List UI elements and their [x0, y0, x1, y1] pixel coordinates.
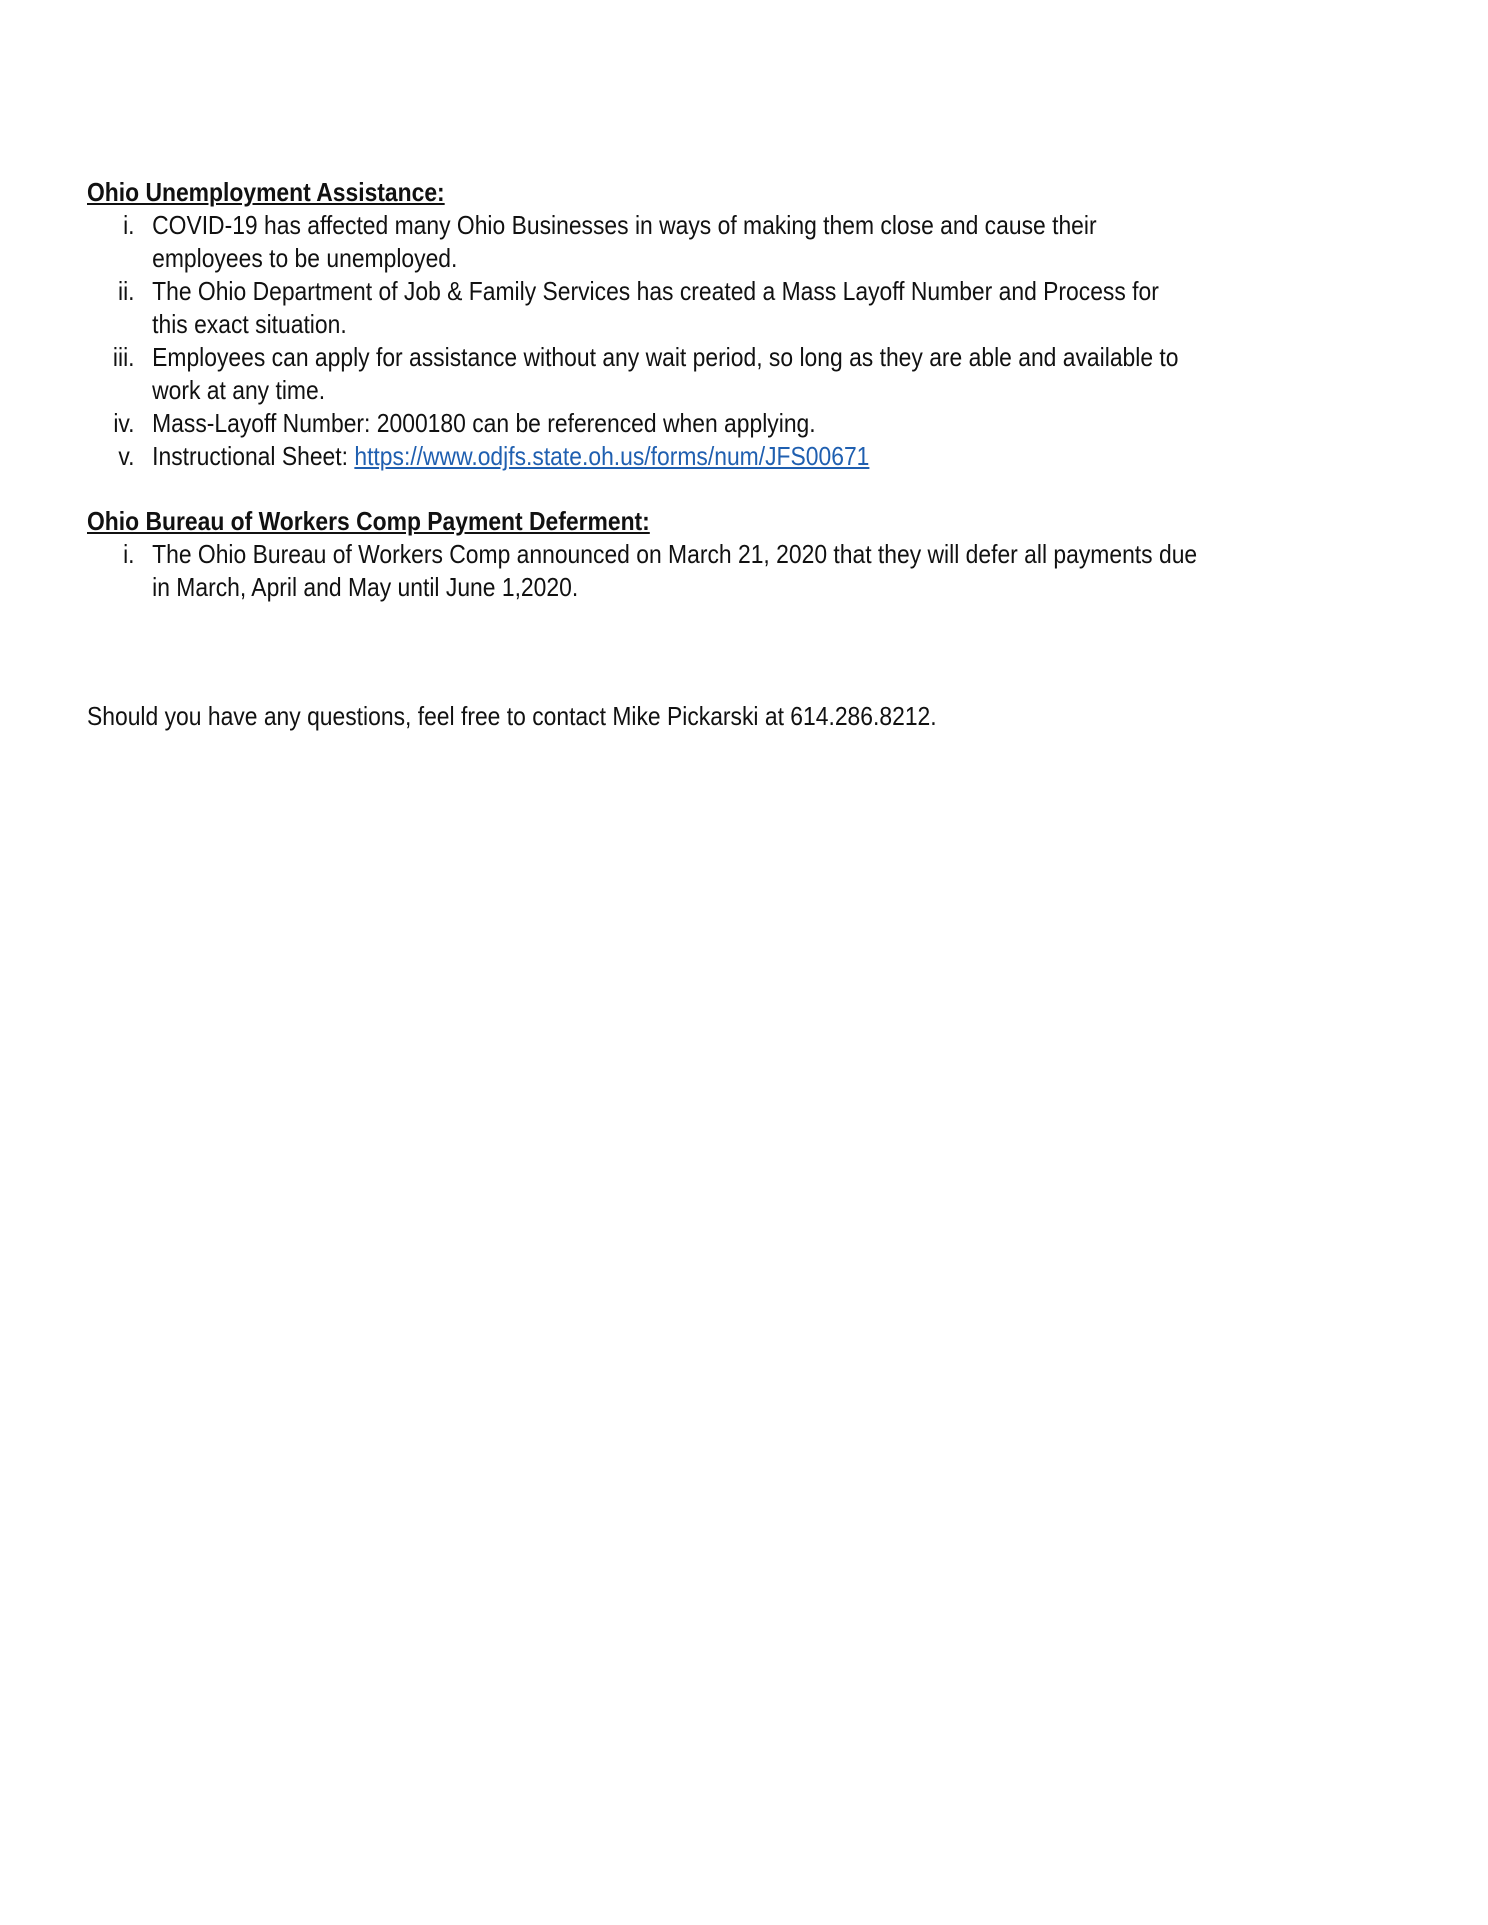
list-item — [87, 275, 1376, 341]
list-item-text: The Ohio Bureau of Workers Comp announced on March 21, 2020 that they will defer all payments due in March, April and May until June 1,2020. — [152, 539, 1198, 602]
section-spacer — [87, 473, 1376, 505]
instructional-sheet-link[interactable]: https://www.odjfs.state.oh.us/forms/num/JFS00671 — [354, 441, 870, 471]
list-item-text: The Ohio Department of Job & Family Services has created a Mass Layoff Number and Process for this exact situation. — [152, 276, 1159, 339]
list-item-text: Mass-Layoff Number: 2000180 can be referenced when applying. — [152, 408, 816, 438]
list-numeral: v. — [118, 441, 135, 471]
list-item — [87, 341, 1376, 407]
instructional-sheet-label: Instructional Sheet: — [152, 441, 355, 471]
list-item-text — [152, 440, 1199, 473]
list-item — [87, 440, 1376, 473]
workers-comp-list — [87, 538, 1376, 604]
list-item — [87, 407, 1376, 440]
list-numeral: i. — [123, 210, 135, 240]
list-numeral: iv. — [113, 408, 135, 438]
section-heading-workers-comp: Ohio Bureau of Workers Comp Payment Deferment: — [87, 506, 650, 536]
list-numeral: i. — [123, 539, 135, 569]
list-item — [87, 538, 1376, 604]
document-body — [87, 176, 1376, 733]
list-item-text: COVID-19 has affected many Ohio Businesses in ways of making them close and cause their employees to be unemployed. — [152, 210, 1097, 273]
closing-contact-line: Should you have any questions, feel free to contact Mike Pickarski at 614.286.8212. — [87, 701, 937, 731]
unemployment-list — [87, 209, 1376, 473]
list-item-text: Employees can apply for assistance without any wait period, so long as they are able and available to work at any time. — [152, 342, 1179, 405]
list-numeral: iii. — [112, 342, 135, 372]
section-spacer — [87, 604, 1376, 700]
section-heading-unemployment: Ohio Unemployment Assistance: — [87, 177, 445, 207]
list-item — [87, 209, 1376, 275]
list-numeral: ii. — [117, 276, 135, 306]
